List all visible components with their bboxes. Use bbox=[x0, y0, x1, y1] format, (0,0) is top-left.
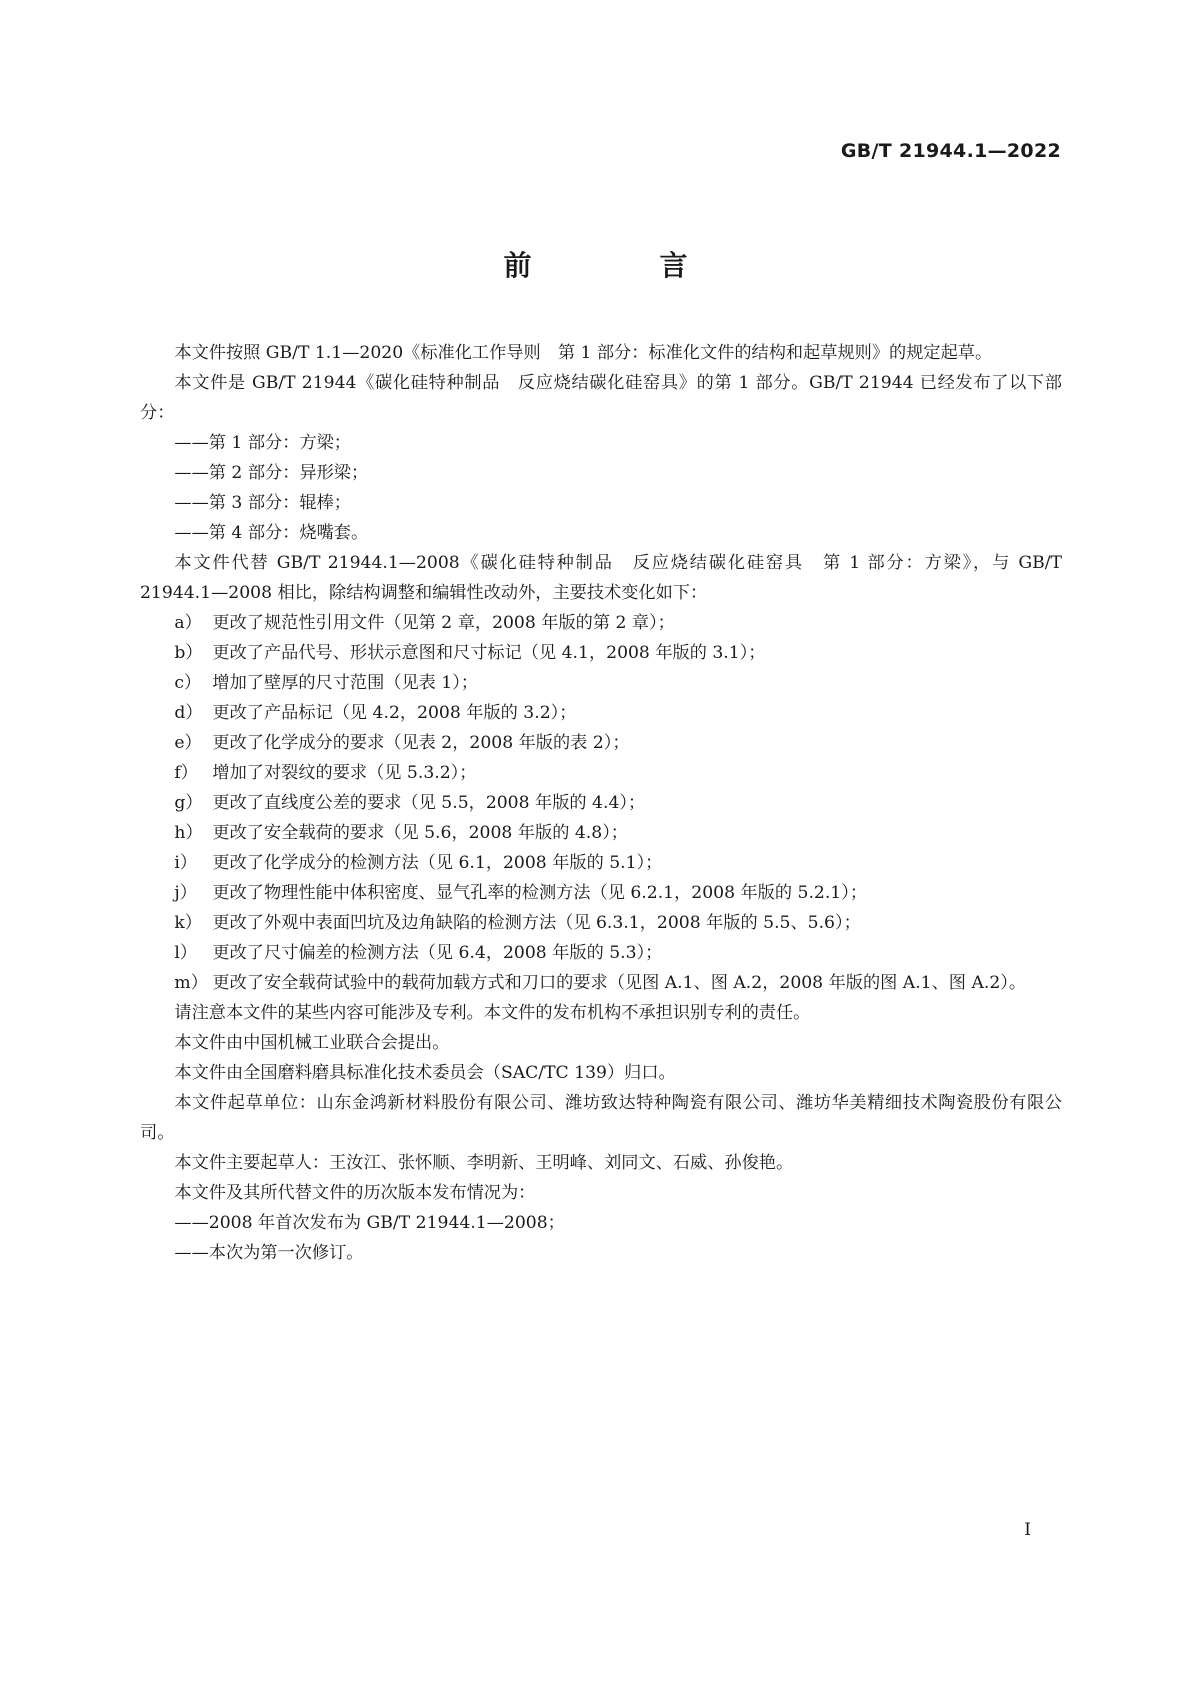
change-text: 更改了外观中表面凹坑及边角缺陷的检测方法（见 6.3.1，2008 年版的 5.5、5.6）； bbox=[212, 913, 861, 933]
change-text: 更改了物理性能中体积密度、显气孔率的检测方法（见 6.2.1，2008 年版的 5.2.1）； bbox=[212, 883, 868, 903]
change-label: g） bbox=[174, 793, 203, 813]
change-item bbox=[140, 938, 1062, 968]
page-title: 前 言 bbox=[503, 249, 738, 282]
change-label: b） bbox=[174, 643, 203, 663]
paragraph-replacement: 本文件代替 GB/T 21944.1—2008《碳化硅特种制品 反应烧结碳化硅窑具 第 1 部分：方梁》，与 GB/T 21944.1—2008 相比，除结构调整和编辑性改动外，主要技术变化如下： bbox=[140, 553, 1062, 603]
change-text: 更改了直线度公差的要求（见 5.5，2008 年版的 4.4）； bbox=[212, 793, 646, 813]
change-item bbox=[140, 758, 1062, 788]
change-label: c） bbox=[174, 673, 202, 693]
change-item bbox=[140, 788, 1062, 818]
change-text: 更改了规范性引用文件（见第 2 章，2008 年版的第 2 章）； bbox=[212, 613, 675, 633]
paragraph-history-intro: 本文件及其所代替文件的历次版本发布情况为： bbox=[174, 1183, 536, 1203]
paragraph-drafting-rules: 本文件按照 GB/T 1.1—2020《标准化工作导则 第 1 部分：标准化文件的结构和起草规则》的规定起草。 bbox=[174, 343, 993, 363]
change-label: f） bbox=[174, 763, 198, 783]
paragraph-proposer: 本文件由中国机械工业联合会提出。 bbox=[174, 1033, 450, 1053]
paragraph-patent-notice: 请注意本文件的某些内容可能涉及专利。本文件的发布机构不承担识别专利的责任。 bbox=[174, 1003, 811, 1023]
change-label: d） bbox=[174, 703, 203, 723]
change-item bbox=[140, 908, 1062, 938]
part-item: ——第 3 部分：辊棒； bbox=[174, 493, 351, 513]
change-text: 更改了产品标记（见 4.2，2008 年版的 3.2）； bbox=[212, 703, 577, 723]
change-label: i） bbox=[174, 853, 198, 873]
part-item: ——第 1 部分：方梁； bbox=[174, 433, 351, 453]
change-text: 增加了壁厚的尺寸范围（见表 1）； bbox=[212, 673, 479, 693]
change-text: 更改了产品代号、形状示意图和尺寸标记（见 4.1，2008 年版的 3.1）； bbox=[212, 643, 766, 663]
change-label: h） bbox=[174, 823, 203, 843]
change-item bbox=[140, 878, 1062, 908]
change-item bbox=[140, 818, 1062, 848]
change-label: k） bbox=[174, 913, 202, 933]
change-label: e） bbox=[174, 733, 202, 753]
change-item bbox=[140, 638, 1062, 668]
change-label: m） bbox=[174, 973, 208, 993]
paragraph-drafting-units: 本文件起草单位：山东金鸿新材料股份有限公司、潍坊致达特种陶瓷有限公司、潍坊华美精细技术陶瓷股份有限公司。 bbox=[140, 1093, 1062, 1143]
change-text: 更改了安全载荷试验中的载荷加载方式和刀口的要求（见图 A.1、图 A.2，2008 年版的图 A.1、图 A.2）。 bbox=[212, 973, 1027, 993]
change-text: 更改了安全载荷的要求（见 5.6，2008 年版的 4.8）； bbox=[212, 823, 628, 843]
change-item bbox=[140, 698, 1062, 728]
change-text: 更改了化学成分的要求（见表 2，2008 年版的表 2）； bbox=[212, 733, 630, 753]
paragraph-committee: 本文件由全国磨料磨具标准化技术委员会（SAC/TC 139）归口。 bbox=[174, 1063, 676, 1083]
part-item: ——第 2 部分：异形梁； bbox=[174, 463, 369, 483]
part-item: ——第 4 部分：烧嘴套。 bbox=[174, 523, 369, 543]
change-text: 更改了化学成分的检测方法（见 6.1，2008 年版的 5.1）； bbox=[212, 853, 663, 873]
change-text: 增加了对裂纹的要求（见 5.3.2）； bbox=[212, 763, 477, 783]
history-item: ——2008 年首次发布为 GB/T 21944.1—2008； bbox=[174, 1213, 565, 1233]
change-item bbox=[140, 608, 1062, 638]
change-label: j） bbox=[174, 883, 197, 903]
change-label: a） bbox=[174, 613, 202, 633]
change-item bbox=[140, 848, 1062, 878]
change-item bbox=[140, 968, 1062, 998]
change-item bbox=[140, 668, 1062, 698]
page-number: I bbox=[1024, 1520, 1031, 1540]
paragraph-drafters: 本文件主要起草人：王汝江、张怀顺、李明新、王明峰、刘同文、石威、孙俊艳。 bbox=[174, 1153, 794, 1173]
history-item: ——本次为第一次修订。 bbox=[174, 1243, 364, 1263]
standard-code: GB/T 21944.1—2022 bbox=[840, 140, 1061, 162]
document-body bbox=[140, 338, 1062, 1268]
paragraph-series-parts: 本文件是 GB/T 21944《碳化硅特种制品 反应烧结碳化硅窑具》的第 1 部分。GB/T 21944 已经发布了以下部分： bbox=[140, 373, 1062, 423]
change-text: 更改了尺寸偏差的检测方法（见 6.4，2008 年版的 5.3）； bbox=[212, 943, 663, 963]
change-label: l） bbox=[174, 943, 198, 963]
change-item bbox=[140, 728, 1062, 758]
